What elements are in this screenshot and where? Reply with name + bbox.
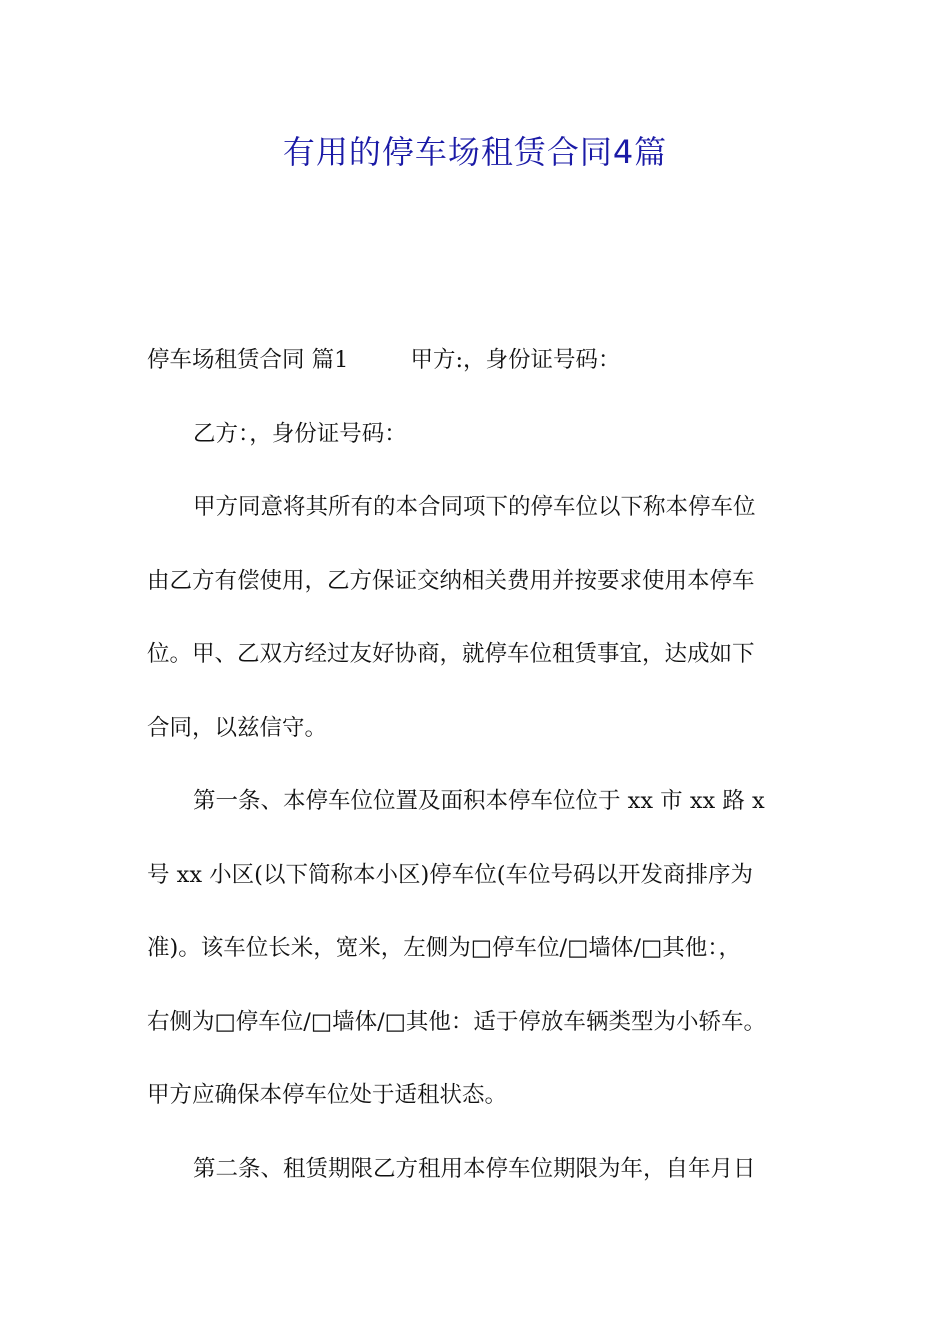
paragraph-line: 乙方：，身份证号码：	[193, 420, 407, 447]
paragraph-line: 位。甲、乙双方经过友好协商，就停车位租赁事宜，达成如下	[147, 641, 755, 667]
paragraph-line: 号 xx 小区(以下简称本小区)停车位(车位号码以开发商排序为	[147, 861, 754, 888]
paragraph-line: 第一条、本停车位位置及面积本停车位位于 xx 市 xx 路 x	[193, 788, 765, 814]
section-label: 停车场租赁合同 篇1	[147, 347, 349, 373]
heading-line	[147, 334, 812, 408]
paragraph-line: 甲方同意将其所有的本合同项下的停车位以下称本停车位	[193, 494, 756, 520]
paragraph-line: 甲方应确保本停车位处于适租状态。	[147, 1082, 508, 1108]
party-a-line: 甲方:，身份证号码：	[410, 347, 621, 373]
paragraph-line: 右侧为□停车位/□墙体/□其他：适于停放车辆类型为小轿车。	[147, 1008, 766, 1035]
paragraph-line: 准)。该车位长米，宽米，左侧为□停车位/□墙体/□其他：，	[147, 935, 741, 961]
paragraph-line: 第二条、租赁期限乙方租用本停车位期限为年，自年月日	[193, 1155, 756, 1182]
document-body	[147, 334, 812, 1216]
paragraph-line: 由乙方有偿使用，乙方保证交纳相关费用并按要求使用本停车	[147, 567, 755, 594]
paragraph-line: 合同，以兹信守。	[147, 714, 328, 741]
document-title: 有用的停车场租赁合同4篇	[282, 133, 668, 171]
